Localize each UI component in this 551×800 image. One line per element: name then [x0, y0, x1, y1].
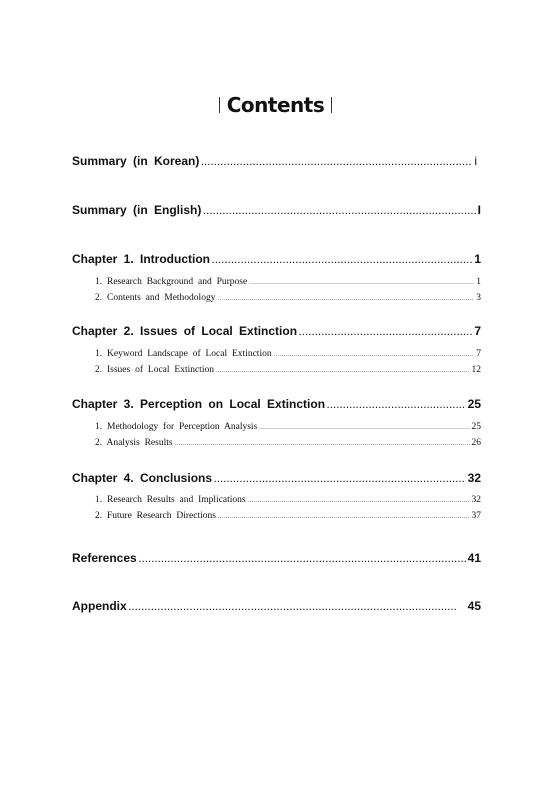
dot-leader — [217, 293, 474, 303]
dot-leader — [248, 495, 470, 505]
dot-leader — [249, 277, 474, 287]
toc-entry-page: 26 — [471, 438, 481, 448]
toc-entry-page: 1 — [474, 252, 481, 266]
dot-leader — [201, 154, 472, 168]
toc-entry-page: 3 — [476, 293, 481, 303]
toc-entry-label: Chapter 1. Introduction — [72, 252, 210, 266]
toc-entry-page: 7 — [476, 349, 481, 359]
toc-entry-4-2[interactable] — [95, 511, 481, 521]
dot-leader — [203, 203, 475, 217]
toc-entry-page: 37 — [471, 511, 481, 521]
toc-entry-4-1[interactable] — [95, 495, 481, 505]
toc-entry-page: 41 — [467, 551, 481, 565]
toc-entry-page: 1 — [476, 277, 481, 287]
toc-entry-label: Appendix — [72, 599, 127, 613]
toc-entry-page: 7 — [474, 324, 481, 338]
dot-leader — [139, 551, 466, 565]
toc-entry-page: 12 — [471, 365, 481, 375]
toc-entry-appendix[interactable] — [72, 599, 481, 613]
toc-entry-3-1[interactable] — [95, 422, 481, 432]
dot-leader — [216, 365, 470, 375]
toc-entry-page: 25 — [467, 397, 481, 411]
toc-entry-1-1[interactable] — [95, 277, 481, 287]
toc-entry-2-1[interactable] — [95, 349, 481, 359]
toc-entry-label: 2. Analysis Results — [95, 438, 173, 448]
toc-entry-label: 1. Research Background and Purpose — [95, 277, 248, 287]
toc-entry-label: Summary (in English) — [72, 203, 202, 217]
toc-entry-label: 1. Methodology for Perception Analysis — [95, 422, 258, 432]
toc-entry-page: 25 — [471, 422, 481, 432]
toc-entry-chapter-4[interactable] — [72, 471, 481, 485]
title-bar-left — [219, 97, 220, 113]
toc-entry-page: i — [474, 154, 477, 168]
dot-leader — [175, 438, 470, 448]
toc-entry-label: 2. Contents and Methodology — [95, 293, 216, 303]
toc-entry-label: 2. Issues of Local Extinction — [95, 365, 214, 375]
dot-leader — [327, 397, 466, 411]
dot-leader — [259, 422, 469, 432]
page-title-container — [0, 93, 551, 117]
toc-entry-references[interactable] — [72, 551, 481, 565]
toc-entry-chapter-3[interactable] — [72, 397, 481, 411]
toc-entry-chapter-2[interactable] — [72, 324, 481, 338]
dot-leader — [129, 599, 458, 613]
dot-leader — [214, 471, 466, 485]
toc-entry-page: 45 — [467, 599, 481, 613]
toc-entry-page: I — [477, 203, 481, 217]
toc-entry-label: References — [72, 551, 137, 565]
toc-entry-page: 32 — [471, 495, 481, 505]
toc-entry-page: 32 — [467, 471, 481, 485]
page-title: Contents — [226, 93, 325, 117]
toc-entry-1-2[interactable] — [95, 293, 481, 303]
toc-entry-chapter-1[interactable] — [72, 252, 481, 266]
toc-entry-label: 1. Keyword Landscape of Local Extinction — [95, 349, 272, 359]
toc-entry-2-2[interactable] — [95, 365, 481, 375]
dot-leader — [212, 252, 472, 266]
toc-entry-3-2[interactable] — [95, 438, 481, 448]
dot-leader — [299, 324, 472, 338]
toc-entry-label: Chapter 4. Conclusions — [72, 471, 213, 485]
dot-leader — [218, 511, 470, 521]
toc-entry-label: 2. Future Research Directions — [95, 511, 216, 521]
toc-entry-label: 1. Research Results and Implications — [95, 495, 246, 505]
toc-entry-summary-english[interactable] — [72, 203, 481, 217]
toc-entry-label: Chapter 2. Issues of Local Extinction — [72, 324, 298, 338]
toc-entry-label: Summary (in Korean) — [72, 154, 200, 168]
title-bar-right — [331, 97, 332, 113]
toc-entry-label: Chapter 3. Perception on Local Extinction — [72, 397, 326, 411]
dot-leader — [274, 349, 475, 359]
toc-entry-summary-korean[interactable] — [72, 154, 481, 168]
